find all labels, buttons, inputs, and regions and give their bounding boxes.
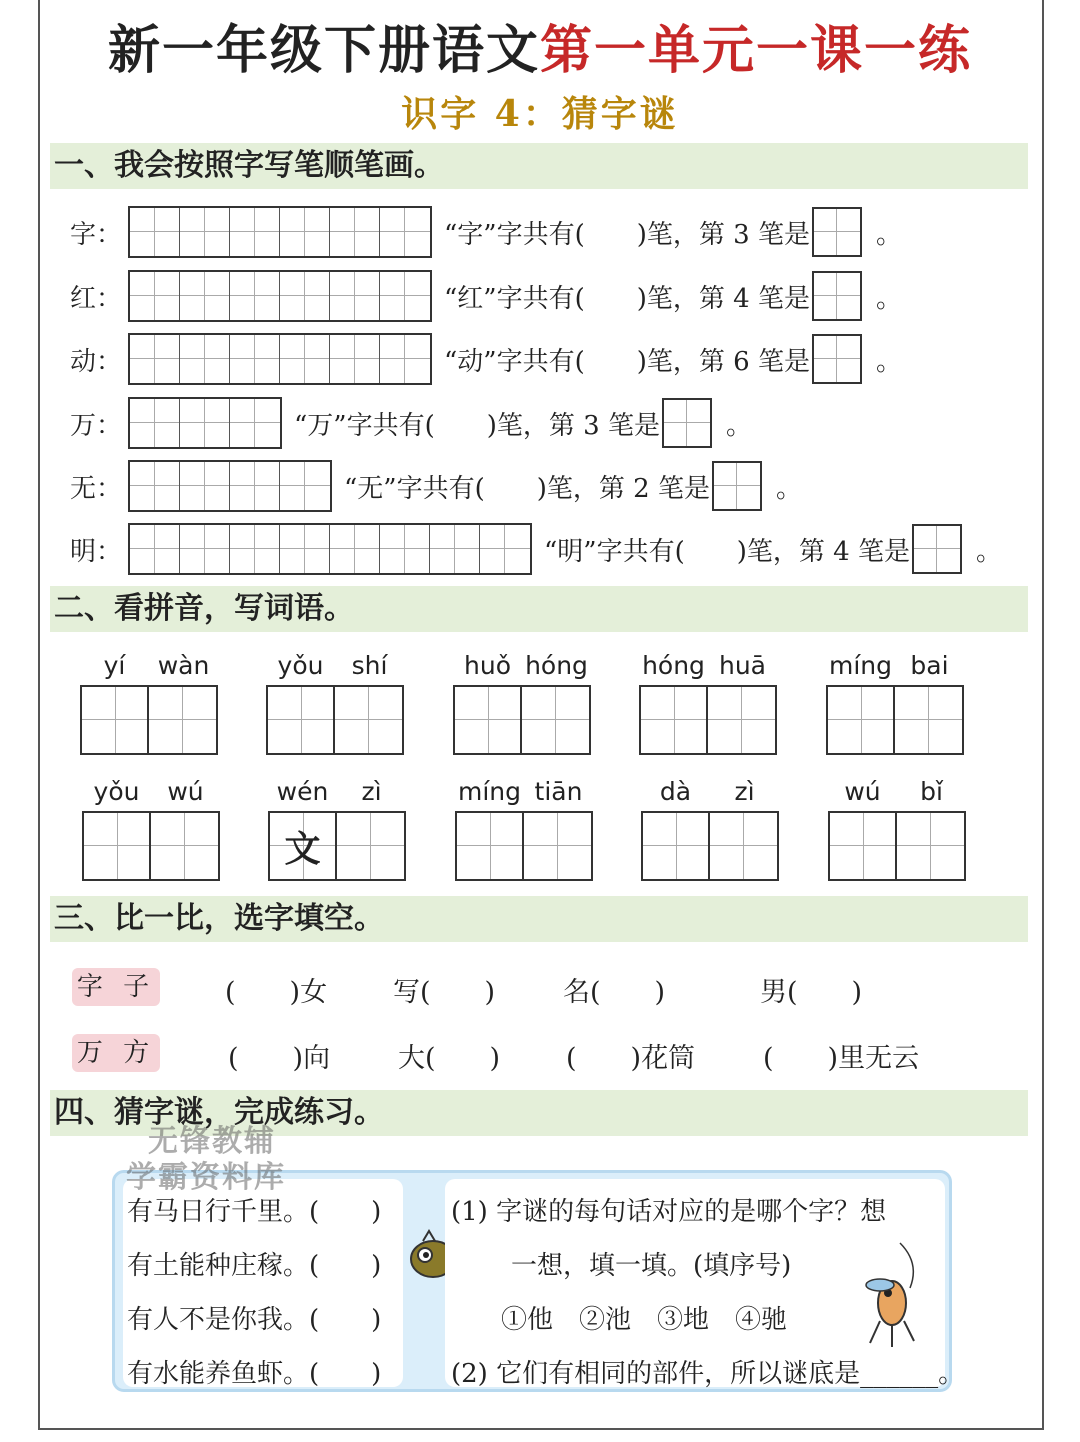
compare-blank[interactable]: ( )向 bbox=[228, 1043, 331, 1074]
stroke-row-label: 万： bbox=[70, 410, 123, 441]
pinyin-syllable: shí bbox=[351, 650, 388, 680]
compare-blank[interactable]: 名( ) bbox=[563, 977, 666, 1008]
compare-blank[interactable]: ( )花筒 bbox=[566, 1043, 696, 1074]
stroke-answer-box[interactable] bbox=[662, 398, 712, 448]
stroke-cell[interactable] bbox=[130, 335, 180, 383]
tianzige-cell[interactable] bbox=[895, 687, 962, 753]
stroke-answer-box[interactable] bbox=[912, 524, 962, 574]
shrimp-icon bbox=[860, 1233, 930, 1353]
stroke-row bbox=[70, 270, 902, 322]
stroke-row bbox=[70, 460, 802, 512]
tianzige-cell[interactable] bbox=[830, 813, 897, 879]
stroke-grid bbox=[128, 270, 432, 322]
pinyin-syllable: zì bbox=[361, 776, 382, 806]
stroke-cell[interactable] bbox=[130, 525, 180, 573]
stroke-answer-box[interactable] bbox=[812, 271, 862, 321]
tianzige-cell[interactable] bbox=[82, 687, 149, 753]
stroke-cell[interactable] bbox=[180, 272, 230, 320]
stroke-row bbox=[70, 206, 902, 258]
compare-pair-1: 字 子 bbox=[72, 968, 160, 1006]
stroke-cell[interactable] bbox=[380, 525, 430, 573]
tianzige-cell[interactable] bbox=[149, 687, 216, 753]
stroke-row-label: 红： bbox=[70, 283, 123, 314]
tianzige-box bbox=[453, 685, 591, 755]
watermark-line-2: 学霸资料库 bbox=[126, 1160, 286, 1195]
stroke-cell[interactable] bbox=[380, 272, 430, 320]
section-4-heading: 四、猜字谜，完成练习。 bbox=[50, 1090, 1028, 1136]
stroke-row-end: 。 bbox=[975, 536, 1002, 567]
stroke-cell[interactable] bbox=[180, 399, 230, 447]
tianzige-cell[interactable] bbox=[457, 813, 524, 879]
pinyin-word bbox=[266, 645, 404, 755]
stroke-row-label: 字： bbox=[70, 219, 123, 250]
pinyin-syllable: huā bbox=[718, 650, 766, 680]
riddle-lines-card bbox=[123, 1179, 403, 1387]
pinyin-word bbox=[641, 771, 779, 881]
riddle-panel bbox=[112, 1170, 965, 1392]
stroke-grid bbox=[128, 206, 432, 258]
page-title: 新一年级下册语文第一单元一课一练 bbox=[107, 20, 973, 81]
stroke-question[interactable]: “万”字共有( )笔，第 3 笔是 bbox=[294, 410, 660, 441]
tianzige-box bbox=[828, 811, 966, 881]
stroke-row-label: 无： bbox=[70, 473, 123, 504]
pinyin-syllable: yǒu bbox=[93, 776, 140, 806]
stroke-row bbox=[70, 397, 752, 449]
pinyin-syllable: bǐ bbox=[920, 776, 943, 806]
compare-blank[interactable]: ( )女 bbox=[225, 977, 328, 1008]
pinyin-syllable: míng bbox=[457, 776, 521, 806]
stroke-cell[interactable] bbox=[230, 399, 280, 447]
stroke-cell[interactable] bbox=[130, 462, 180, 510]
tianzige-box bbox=[639, 685, 777, 755]
stroke-answer-box[interactable] bbox=[812, 207, 862, 257]
stroke-answer-box[interactable] bbox=[712, 461, 762, 511]
pinyin-syllable: wú bbox=[167, 776, 204, 806]
pinyin-word bbox=[826, 645, 964, 755]
stroke-row-end: 。 bbox=[875, 283, 902, 314]
tianzige-cell[interactable] bbox=[335, 687, 402, 753]
stroke-cell[interactable] bbox=[230, 525, 280, 573]
tianzige-box bbox=[82, 811, 220, 881]
stroke-cell[interactable] bbox=[280, 335, 330, 383]
stroke-cell[interactable] bbox=[280, 462, 330, 510]
stroke-cell[interactable] bbox=[330, 208, 380, 256]
section-2-heading: 二、看拼音，写词语。 bbox=[50, 586, 1028, 632]
stroke-cell[interactable] bbox=[180, 335, 230, 383]
compare-pair-2: 万 方 bbox=[72, 1034, 160, 1072]
stroke-cell[interactable] bbox=[280, 525, 330, 573]
tianzige-box bbox=[268, 811, 406, 881]
stroke-cell[interactable] bbox=[280, 272, 330, 320]
stroke-cell[interactable] bbox=[380, 335, 430, 383]
tianzige-cell[interactable] bbox=[524, 813, 591, 879]
stroke-cell[interactable] bbox=[180, 525, 230, 573]
tianzige-cell[interactable]: 文 bbox=[270, 813, 337, 879]
compare-blank[interactable]: 男( ) bbox=[760, 977, 863, 1008]
tianzige-cell[interactable] bbox=[268, 687, 335, 753]
pinyin-word bbox=[268, 771, 406, 881]
stroke-cell[interactable] bbox=[480, 525, 530, 573]
tianzige-box bbox=[80, 685, 218, 755]
riddle-question-1-cont: 一想，填一填。(填序号) bbox=[511, 1251, 792, 1281]
stroke-row-end: 。 bbox=[725, 410, 752, 441]
stroke-cell[interactable] bbox=[330, 335, 380, 383]
stroke-cell[interactable] bbox=[330, 272, 380, 320]
pinyin-word bbox=[639, 645, 777, 755]
tianzige-box bbox=[266, 685, 404, 755]
pinyin-syllable: yǒu bbox=[277, 650, 324, 680]
riddle-line[interactable]: 有土能种庄稼。( ) bbox=[127, 1251, 382, 1281]
pinyin-word bbox=[80, 645, 218, 755]
stroke-row bbox=[70, 333, 902, 385]
tianzige-cell[interactable] bbox=[641, 687, 708, 753]
pinyin-syllable: hóng bbox=[642, 650, 705, 680]
tianzige-cell[interactable] bbox=[828, 687, 895, 753]
tianzige-cell[interactable] bbox=[710, 813, 777, 879]
stroke-row bbox=[70, 523, 1002, 575]
stroke-cell[interactable] bbox=[180, 208, 230, 256]
pinyin-syllable: tiān bbox=[534, 776, 583, 806]
riddle-options: ①他 ②池 ③地 ④驰 bbox=[501, 1305, 788, 1335]
section-3-heading: 三、比一比，选字填空。 bbox=[50, 896, 1028, 942]
tianzige-cell[interactable] bbox=[708, 687, 775, 753]
tianzige-cell[interactable] bbox=[455, 687, 522, 753]
stroke-answer-box[interactable] bbox=[812, 334, 862, 384]
pinyin-syllable: yí bbox=[103, 650, 126, 680]
stroke-cell[interactable] bbox=[230, 272, 280, 320]
stroke-cell[interactable] bbox=[130, 272, 180, 320]
stroke-cell[interactable] bbox=[280, 208, 330, 256]
riddle-question-2[interactable]: (2) 它们有相同的部件，所以谜底是______。 bbox=[451, 1359, 965, 1389]
tianzige-box bbox=[455, 811, 593, 881]
pinyin-word bbox=[82, 771, 220, 881]
tianzige-cell[interactable] bbox=[84, 813, 151, 879]
pinyin-syllable: hóng bbox=[525, 650, 588, 680]
riddle-question-1: (1) 字谜的每句话对应的是哪个字？想 bbox=[451, 1197, 887, 1227]
stroke-grid bbox=[128, 523, 532, 575]
stroke-question[interactable]: “字”字共有( )笔，第 3 笔是 bbox=[444, 219, 810, 250]
watermark-line-1: 无锋教辅 bbox=[148, 1124, 276, 1159]
pinyin-word bbox=[828, 771, 966, 881]
compare-blank[interactable]: 大( ) bbox=[398, 1043, 501, 1074]
pinyin-syllable: wú bbox=[844, 776, 881, 806]
pinyin-syllable: zì bbox=[734, 776, 755, 806]
stroke-row-label: 动： bbox=[70, 346, 123, 377]
stroke-question[interactable]: “动”字共有( )笔，第 6 笔是 bbox=[444, 346, 810, 377]
stroke-cell[interactable] bbox=[130, 399, 180, 447]
stroke-question[interactable]: “明”字共有( )笔，第 4 笔是 bbox=[544, 536, 910, 567]
stroke-row-label: 明： bbox=[70, 536, 123, 567]
stroke-row-end: 。 bbox=[875, 346, 902, 377]
section-1-heading: 一、我会按照字写笔顺笔画。 bbox=[50, 143, 1028, 189]
tianzige-cell[interactable] bbox=[337, 813, 404, 879]
pinyin-syllable: wàn bbox=[157, 650, 210, 680]
tianzige-box bbox=[641, 811, 779, 881]
pinyin-syllable: dà bbox=[659, 776, 692, 806]
stroke-cell[interactable] bbox=[380, 208, 430, 256]
stroke-question[interactable]: “无”字共有( )笔，第 2 笔是 bbox=[344, 473, 710, 504]
page-subtitle: 识字 4：猜字谜 bbox=[401, 93, 679, 135]
stroke-row-end: 。 bbox=[875, 219, 902, 250]
pinyin-syllable: wén bbox=[276, 776, 329, 806]
stroke-cell[interactable] bbox=[430, 525, 480, 573]
pinyin-syllable: míng bbox=[828, 650, 892, 680]
pinyin-syllable: bai bbox=[910, 650, 949, 680]
stroke-grid bbox=[128, 460, 332, 512]
tianzige-cell[interactable] bbox=[643, 813, 710, 879]
stroke-row-end: 。 bbox=[775, 473, 802, 504]
pinyin-syllable: huǒ bbox=[464, 650, 511, 680]
stroke-cell[interactable] bbox=[230, 462, 280, 510]
stroke-grid bbox=[128, 397, 282, 449]
compare-blank[interactable]: ( )里无云 bbox=[763, 1043, 920, 1074]
riddle-line[interactable]: 有水能养鱼虾。( ) bbox=[127, 1359, 382, 1389]
stroke-cell[interactable] bbox=[180, 462, 230, 510]
stroke-cell[interactable] bbox=[230, 335, 280, 383]
stroke-cell[interactable] bbox=[230, 208, 280, 256]
pinyin-word bbox=[453, 645, 591, 755]
pinyin-word bbox=[455, 771, 593, 881]
stroke-question[interactable]: “红”字共有( )笔，第 4 笔是 bbox=[444, 283, 810, 314]
tianzige-box bbox=[826, 685, 964, 755]
compare-blank[interactable]: 写( ) bbox=[393, 977, 496, 1008]
stroke-cell[interactable] bbox=[330, 525, 380, 573]
riddle-line[interactable]: 有人不是你我。( ) bbox=[127, 1305, 382, 1335]
stroke-cell[interactable] bbox=[130, 208, 180, 256]
tianzige-cell[interactable] bbox=[151, 813, 218, 879]
riddle-line[interactable]: 有马日行千里。( ) bbox=[127, 1197, 382, 1227]
tianzige-cell[interactable] bbox=[522, 687, 589, 753]
stroke-grid bbox=[128, 333, 432, 385]
tianzige-cell[interactable] bbox=[897, 813, 964, 879]
